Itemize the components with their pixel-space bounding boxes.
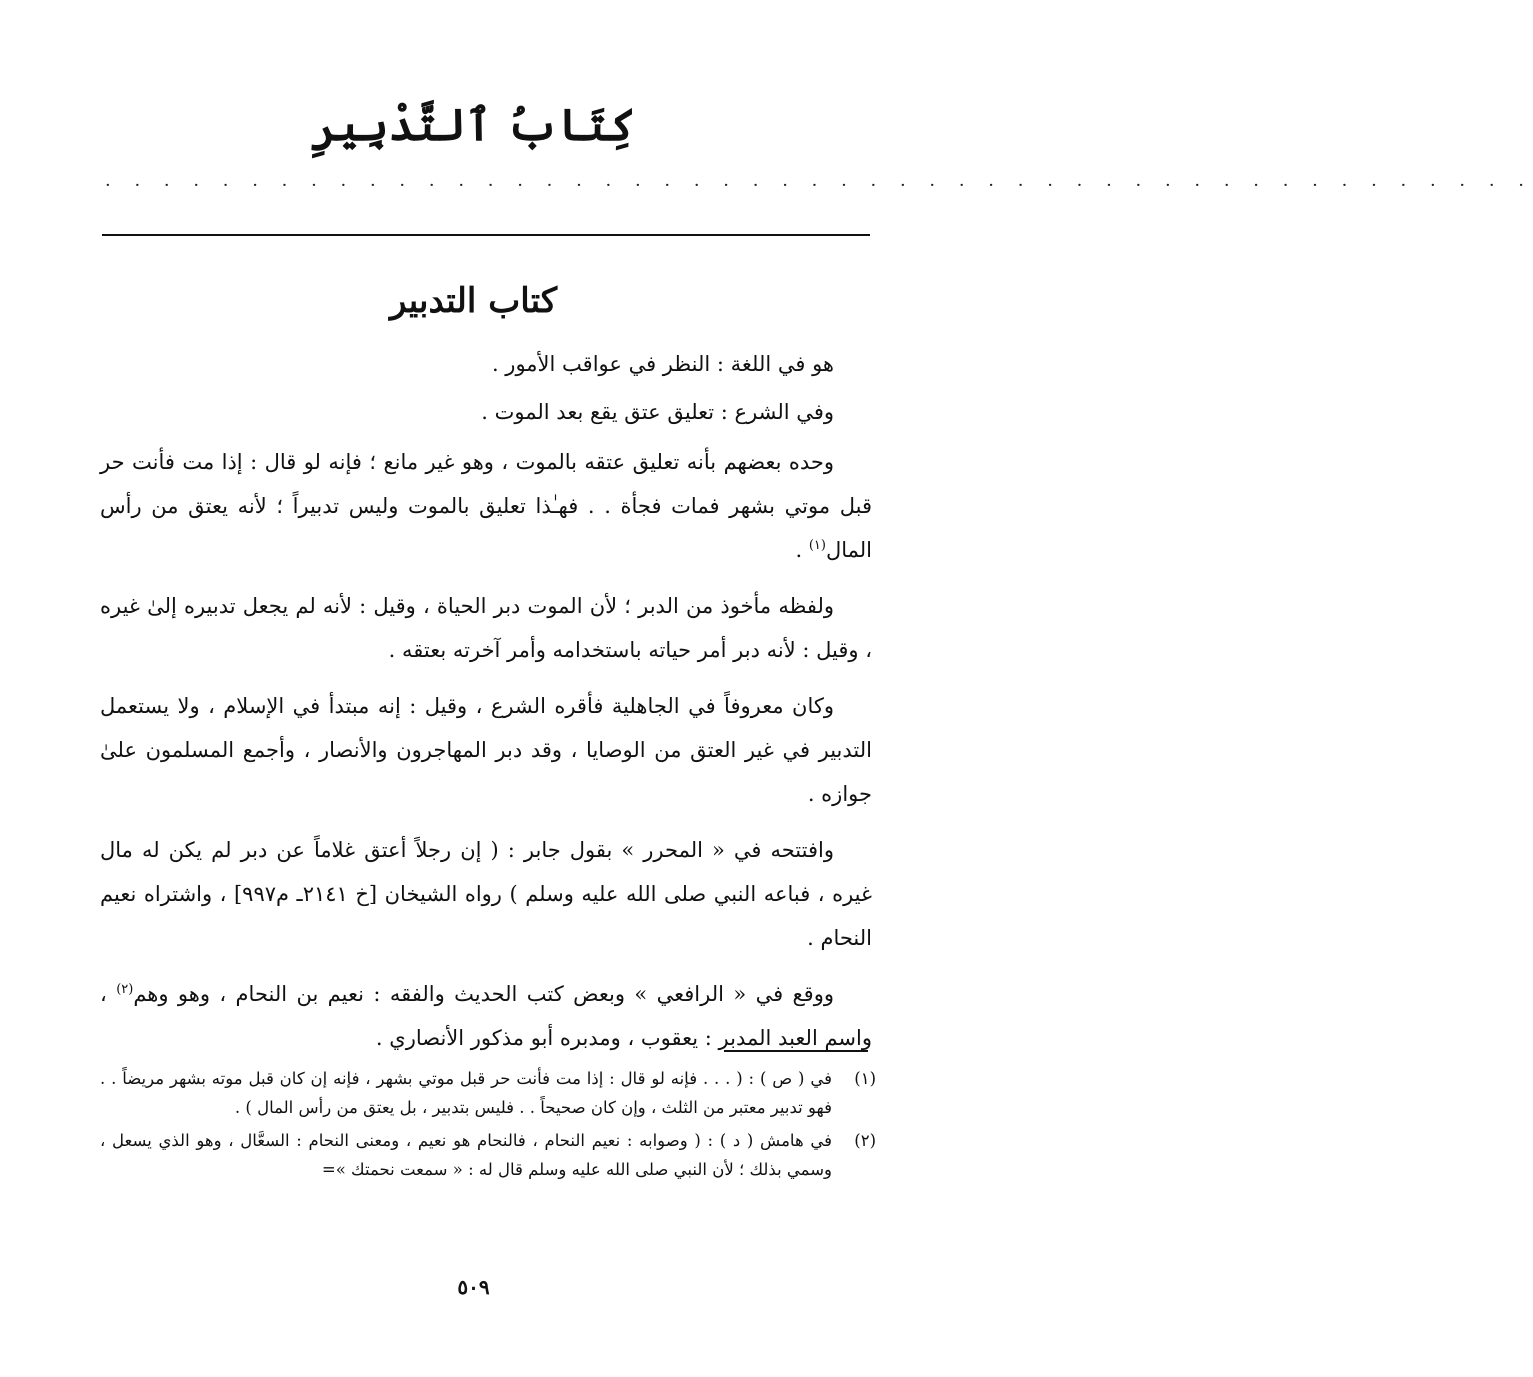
paragraph-etymology: ولفظه مأخوذ من الدبر ؛ لأن الموت دبر الحياة ، وقيل : لأنه لم يجعل تدبيره إلىٰ غيره ، وقيل : لأنه دبر أمر حياته باستخدامه وأمر آخرته بعتقه . (100, 594, 872, 662)
paragraph-history: وكان معروفاً في الجاهلية فأقره الشرع ، وقيل : إنه مبتدأ في الإسلام ، ولا يستعمل التدبير في غير العتق من الوصايا ، وقد دبر المهاجرون والأنصار ، وأجمع المسلمون علىٰ جوازه . (100, 694, 872, 806)
header-rule (102, 234, 870, 236)
paragraph-definition-text: وحده بعضهم بأنه تعليق عتقه بالموت ، وهو غير مانع ؛ فإنه لو قال : إذا مت فأنت حر قبل موتي بشهر فمات فجأة . . فهـٰذا تعليق بالموت وليس تدبيراً ؛ لأنه يعتق من رأس المال (100, 450, 872, 562)
footnote-rule (724, 1050, 868, 1052)
paragraph-definition (100, 440, 872, 572)
section-title: كتاب التدبير (389, 281, 558, 321)
paragraph-lughah: هو في اللغة : النظر في عواقب الأمور . (491, 352, 834, 376)
footnote-2 (100, 1126, 876, 1184)
paragraph-rafii-end: ، واسم العبد المدبر : يعقوب ، ومدبره أبو مذكور الأنصاري . (100, 982, 872, 1050)
paragraph-muharrar: وافتتحه في « المحرر » بقول جابر : ( إن رجلاً أعتق غلاماً عن دبر لم يكن له مال غيره ، فباعه النبي صلى الله عليه وسلم ) رواه الشيخان [خ ٢١٤١ـ م٩٩٧] ، واشتراه نعيم النحام . (100, 838, 872, 950)
chapter-header-title: كِتَابُ ٱلتَّدْبِيرِ (311, 100, 636, 151)
paragraph-definition-end: . (795, 538, 809, 562)
dotted-separator: · · · · · · · · · · · · · · · · · · · · · · · · · · · · · · · · · · · · · · · · · · · · · · · · · (105, 175, 1533, 196)
footnotes (100, 1064, 876, 1188)
footnote-text: في ( ص ) : ( . . . فإنه لو قال : إذا مت فأنت حر قبل موتي بشهر ، فإنه إن كان قبل موته بشهر مريضاً . . فهو تدبير معتبر من الثلث ، وإن كان صحيحاً . . فليس بتدبير ، بل يعتق من رأس المال ) . (100, 1069, 832, 1117)
footnote-1 (100, 1064, 876, 1122)
paragraph-shar: وفي الشرع : تعليق عتق يقع بعد الموت . (481, 400, 834, 424)
paragraph-rafii-text: ووقع في « الرافعي » وبعض كتب الحديث والفقه : نعيم بن النحام ، وهو وهم (133, 982, 834, 1006)
paragraph-rafii (100, 972, 872, 1060)
footnote-number: (١) (854, 1069, 876, 1088)
footnote-ref-2[interactable]: (٢) (116, 982, 134, 997)
main-text (100, 342, 872, 1072)
footnote-number: (٢) (854, 1131, 876, 1150)
page-number: ٥٠٩ (457, 1275, 490, 1299)
footnote-text: في هامش ( د ) : ( وصوابه : نعيم النحام ، فالنحام هو نعيم ، ومعنى النحام : السعَّال ، وهو الذي يسعل ، وسمي بذلك ؛ لأن النبي صلى الله عليه وسلم قال له : « سمعت نحمتك »= (100, 1131, 832, 1179)
footnote-ref-1[interactable]: (١) (808, 538, 826, 553)
